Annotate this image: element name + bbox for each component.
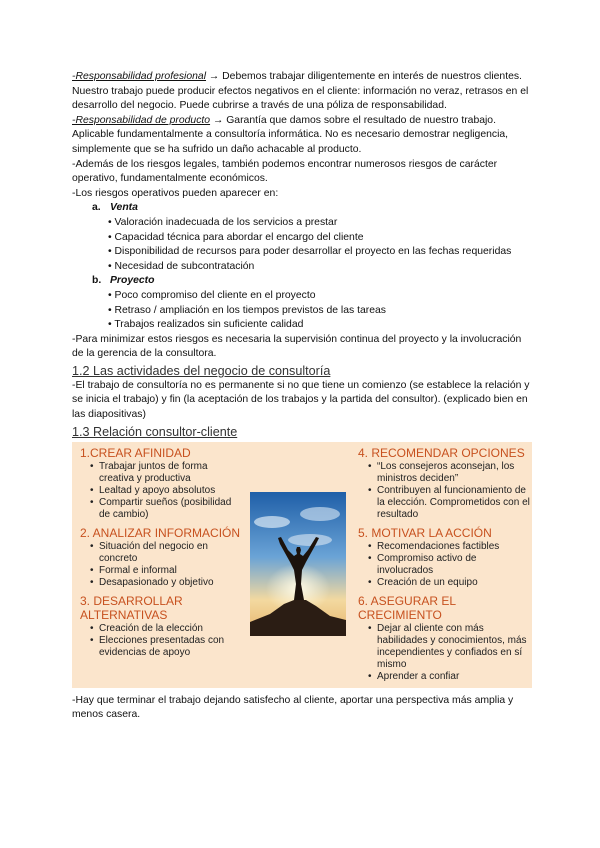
step-title: 4. RECOMENDAR OPCIONES <box>358 445 525 460</box>
step-item: • Contribuyen al funcionamiento de la elección. Comprometidos con el resultado <box>368 485 530 521</box>
paragraph-text: → Garantía que damos sobre el resultado de nuestro trabajo. Aplicable fundamentalmente a consultoría informática. No es necesario demostrar negligencia, simplemente que se ha sufrido un daño achacable al producto. <box>72 114 509 155</box>
term-responsabilidad-producto: -Responsabilidad de producto <box>72 114 211 126</box>
step-title: 3. DESARROLLAR ALTERNATIVAS <box>80 593 183 622</box>
step-item: • Compromiso activo de involucrados <box>368 553 530 577</box>
step-title: 1.CREAR AFINIDAD <box>80 445 191 460</box>
step-item: • Compartir sueños (posibilidad de cambio) <box>90 497 244 521</box>
step-item: • Recomendaciones factibles <box>368 541 530 553</box>
step-item: • Formal e informal <box>90 565 244 577</box>
paragraph-terminar: -Hay que terminar el trabajo dejando satisfecho al cliente, aportar una perspectiva más amplia y menos casera. <box>72 694 514 721</box>
step-item: • Lealtad y apoyo absolutos <box>90 485 244 497</box>
infographic-right-column <box>358 446 530 688</box>
paragraph-responsabilidad-profesional <box>72 70 532 114</box>
list-item: • Capacidad técnica para abordar el encargo del cliente <box>108 231 364 243</box>
list-heading-proyecto <box>92 274 532 289</box>
list-item: • Retraso / ampliación en los tiempos previstos de las tareas <box>108 304 386 316</box>
step-recomendar-opciones <box>358 446 530 521</box>
paragraph-riesgos-operativos: -Los riesgos operativos pueden aparecer en: <box>72 187 279 199</box>
paragraph-actividades: -El trabajo de consultoría no es permanente si no que tiene un comienzo (se establece la relación y se inicia el trabajo) y fin (la aceptación de los trabajos y la partida del consultor). (explicado bien en las diapositivas) <box>72 379 530 421</box>
step-crear-afinidad <box>80 446 244 521</box>
person-on-summit-photo <box>250 492 346 636</box>
list-item: • Valoración inadecuada de los servicios a prestar <box>108 216 338 228</box>
step-item: • Creación de un equipo <box>368 577 530 589</box>
infographic-left-column <box>80 446 244 664</box>
paragraph-riesgos: -Además de los riesgos legales, también podemos encontrar numerosos riesgos de carácter operativo, fundamentalmente económicos. <box>72 158 498 185</box>
step-item: • Dejar al cliente con más habilidades y conocimientos, más incependientes y confiados en sí mismo <box>368 623 530 671</box>
list-marker: b. <box>92 275 102 287</box>
list-title: Proyecto <box>110 275 155 287</box>
step-item: • Aprender a confiar <box>368 671 530 683</box>
step-item: • Situación del negocio en concreto <box>90 541 244 565</box>
list-item: • Disponibilidad de recursos para poder desarrollar el proyecto en las fechas requeridas <box>108 246 512 258</box>
step-item: • Elecciones presentadas con evidencias de apoyo <box>90 635 244 659</box>
step-desarrollar-alternativas <box>80 594 244 659</box>
list-item: • Trabajos realizados sin suficiente calidad <box>108 319 304 331</box>
paragraph-minimizar: -Para minimizar estos riesgos es necesaria la supervisión continua del proyecto y la involucración de la gerencia de la consultora. <box>72 333 522 360</box>
step-item: • Trabajar juntos de forma creativa y productiva <box>90 461 244 485</box>
step-item: • Creación de la elección <box>90 623 244 635</box>
section-heading-1-2: 1.2 Las actividades del negocio de consultoría <box>72 363 331 378</box>
step-title: 5. MOTIVAR LA ACCIÓN <box>358 525 492 540</box>
list-marker: a. <box>92 202 101 214</box>
step-item: • “Los consejeros aconsejan, los ministros deciden” <box>368 461 530 485</box>
document-page <box>72 70 532 723</box>
list-item: • Necesidad de subcontratación <box>108 260 255 272</box>
step-analizar-informacion <box>80 526 244 589</box>
infographic-relacion-consultor-cliente <box>72 442 532 688</box>
step-title: 2. ANALIZAR INFORMACIÓN <box>80 525 241 540</box>
list-title: Venta <box>110 202 138 214</box>
section-heading-1-3: 1.3 Relación consultor-cliente <box>72 424 238 439</box>
term-responsabilidad-profesional: -Responsabilidad profesional <box>72 71 207 82</box>
step-asegurar-crecimiento <box>358 594 530 683</box>
paragraph-text: → Debemos trabajar diligentemente en interés de nuestros clientes. Nuestro trabajo puede producir efectos negativos en el cliente: información no veraz, retrasos en el desarrollo del negocio. Puede cubrirse a través de una póliza de responsabilidad. <box>72 71 529 112</box>
step-motivar-accion <box>358 526 530 589</box>
paragraph-responsabilidad-producto <box>72 114 532 158</box>
list-heading-venta <box>92 201 532 216</box>
step-title: 6. ASEGURAR EL CRECIMIENTO <box>358 593 456 622</box>
list-item: • Poco compromiso del cliente en el proyecto <box>108 289 316 301</box>
step-item: • Desapasionado y objetivo <box>90 577 244 589</box>
